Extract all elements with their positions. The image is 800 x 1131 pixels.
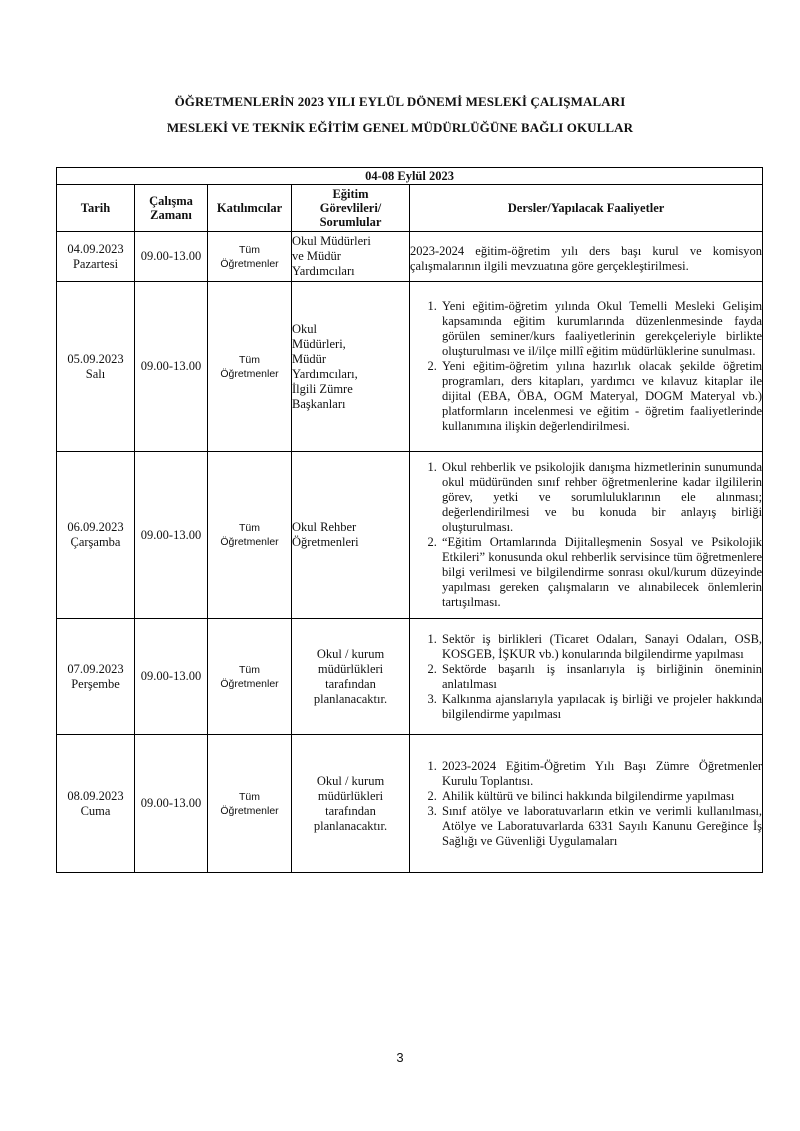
responsible-cell [292,232,410,282]
participants-line: Öğretmenler [220,367,279,380]
date-cell [57,452,135,619]
responsible-line: Başkanları [292,396,346,411]
document-subtitle: MESLEKİ VE TEKNİK EĞİTİM GENEL MÜDÜRLÜĞÜNE BAĞLI OKULLAR [166,120,634,135]
activities-cell [410,619,763,735]
responsible-line: Okul / kurum [316,773,385,788]
date-value: 08.09.2023 [67,788,124,803]
column-header-responsible-line: Sorumlular [319,215,382,229]
week-header-row [57,168,763,185]
activity-list [410,632,762,722]
time-cell: 09.00-13.00 [135,452,208,619]
responsible-line: Müdürleri, [292,336,346,351]
responsible-line: planlanacaktır. [313,818,388,833]
activity-item: 2. Yeni eğitim-öğretim yılına hazırlık olacak şekilde öğretim programları, ders kitapları, yardımcı ve kılavuz kitaplar ile dijital (EBA, ÖBA, OGM Materyal, DOGM Materyal vb.) platformların incelenmesi ve eğitim - öğretim faaliyetlerinde kullanımına ilişkin değerlendirilmesi. [440,359,762,434]
activity-list [410,299,762,434]
week-label: 04-08 Eylül 2023 [57,168,763,185]
activity-item: 3. Sınıf atölye ve laboratuvarların etkin ve verimli kullanılması, Atölye ve Laboratuvarlarda 6331 Sayılı Kanunu Gereğince İş Sağlığı ve Güvenliği Uygulamaları [440,804,762,849]
responsible-cell [292,452,410,619]
participants-line: Tüm [239,790,260,803]
activity-item: 1. Yeni eğitim-öğretim yılında Okul Temelli Mesleki Gelişim kapsamında eğitim kurumlarında düzenlenmesinde fayda görülen seminer/kurs faaliyetlerinin gerekçeleriyle birlikte oluşturulması ve il/ilçe millî eğitim müdürlüklerine sunulması. [440,299,762,359]
time-cell: 09.00-13.00 [135,232,208,282]
activity-item: 3. Kalkınma ajanslarıyla yapılacak iş birliği ve projeler hakkında bilgilendirme yapılması [440,692,762,722]
schedule-table [56,167,763,873]
responsible-line: planlanacaktır. [313,691,388,706]
participants-cell [208,232,292,282]
weekday-value: Salı [85,366,106,381]
responsible-line: Okul Müdürleri [292,234,371,248]
date-value: 05.09.2023 [67,351,124,366]
participants-line: Öğretmenler [220,257,279,270]
activity-item: 1. 2023-2024 Eğitim-Öğretim Yılı Başı Zümre Öğretmenler Kurulu Toplantısı. [440,759,762,789]
column-header-time-line: Çalışma [149,194,193,208]
responsible-line: Okul Rehber [292,520,357,534]
date-cell [57,735,135,873]
participants-cell [208,282,292,452]
responsible-cell [292,735,410,873]
column-header-activities: Dersler/Yapılacak Faaliyetler [410,185,763,232]
activity-item: 2. “Eğitim Ortamlarında Dijitalleşmenin Sosyal ve Psikolojik Etkileri” konusunda okul rehberlik servisince tüm öğretmenlere bilgi verilmesi ve bilgilendirme sonrası okul/kurum düzeyinde yapılması gereken çalışmaların ve alınabilecek önlemlerin tartışılması. [440,535,762,610]
responsible-line: müdürlükleri [317,661,384,676]
table-row [57,735,763,873]
responsible-cell [292,282,410,452]
column-header-row [57,185,763,232]
date-cell [57,232,135,282]
responsible-line: ve Müdür [292,249,341,263]
table-row [57,282,763,452]
participants-cell [208,735,292,873]
weekday-value: Cuma [80,803,111,818]
column-header-responsible-line: Eğitim [332,187,369,201]
responsible-line: tarafından [325,676,376,691]
participants-line: Tüm [239,353,260,366]
responsible-line: Yardımcıları, [292,366,358,381]
table-row [57,619,763,735]
date-value: 07.09.2023 [67,661,124,676]
document-title: ÖĞRETMENLERİN 2023 YILI EYLÜL DÖNEMİ MESLEKİ ÇALIŞMALARI [174,94,626,109]
responsible-line: Müdür [292,351,327,366]
participants-line: Tüm [239,522,260,534]
column-header-date: Tarih [57,185,135,232]
column-header-time [135,185,208,232]
time-cell: 09.00-13.00 [135,619,208,735]
participants-cell [208,619,292,735]
responsible-line: müdürlükleri [317,788,384,803]
column-header-responsible-line: Görevlileri/ [319,201,382,215]
participants-line: Öğretmenler [220,677,279,690]
time-cell: 09.00-13.00 [135,735,208,873]
activities-cell [410,452,763,619]
responsible-line: Yardımcıları [292,264,355,278]
column-header-participants: Katılımcılar [208,185,292,232]
responsible-line: Öğretmenleri [292,535,359,549]
weekday-value: Perşembe [71,676,120,691]
activity-item: 2. Ahilik kültürü ve bilinci hakkında bilgilendirme yapılması [440,789,762,804]
date-value: 04.09.2023 [67,241,124,256]
participants-line: Tüm [239,243,260,256]
date-value: 06.09.2023 [67,520,124,534]
responsible-cell [292,619,410,735]
column-header-time-line: Zamanı [150,208,192,222]
participants-line: Tüm [239,663,260,676]
participants-line: Öğretmenler [220,804,279,817]
activity-item: 1. Sektör iş birlikleri (Ticaret Odaları, Sanayi Odaları, OSB, KOSGEB, İŞKUR vb.) konularında bilgilendirme yapılması [440,632,762,662]
participants-cell [208,452,292,619]
time-cell: 09.00-13.00 [135,282,208,452]
table-row [57,232,763,282]
table-row [57,452,763,619]
activity-item: 2. Sektörde başarılı iş insanlarıyla iş birliğinin öneminin anlatılması [440,662,762,692]
date-cell [57,619,135,735]
responsible-line: Okul / kurum [316,646,385,661]
weekday-value: Pazartesi [72,256,119,271]
activity-list [410,759,762,849]
responsible-line: İlgili Zümre [292,381,353,396]
page-number: 3 [396,1050,404,1065]
activities-cell [410,282,763,452]
responsible-line: Okul [292,321,317,336]
activity-text: 2023-2024 eğitim-öğretim yılı ders başı kurul ve komisyon çalışmalarının ilgili mevzuatına göre gerçekleştirilmesi. [410,243,763,273]
activity-item: 1. Okul rehberlik ve psikolojik danışma hizmetlerinin sunumunda okul müdüründen sınıf rehber öğretmenlerine kadar ilgililerin görev, yetki ve sorumluluklarının ele alınması; değerlendirilmesi ve bu konuda bir anlayış birliği oluşturulması. [440,460,762,535]
activities-cell [410,232,763,282]
weekday-value: Çarşamba [70,535,121,549]
participants-line: Öğretmenler [220,536,279,548]
date-cell [57,282,135,452]
activity-list [410,460,762,610]
activities-cell [410,735,763,873]
column-header-responsible [292,185,410,232]
responsible-line: tarafından [325,803,376,818]
